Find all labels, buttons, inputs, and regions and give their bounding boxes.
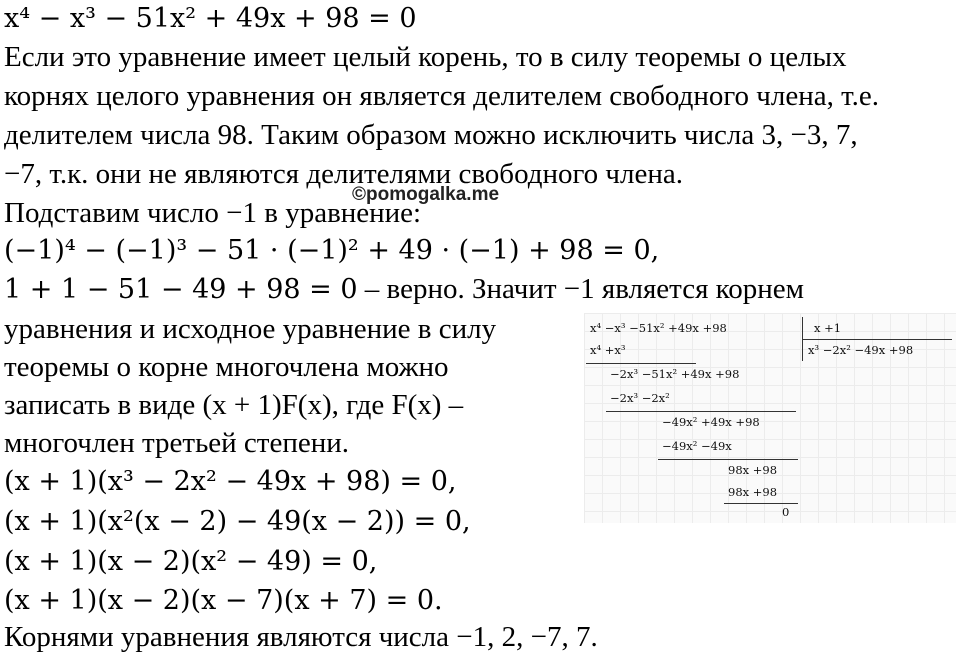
substitute-text: Подставим число −1 в уравнение: <box>4 197 422 229</box>
factor-line: (x + 1)(x − 2)(x² − 49) = 0, <box>4 546 378 577</box>
paragraph-line: −7, т.к. они не являются делителями свободного члена. <box>4 158 683 190</box>
check-line <box>4 270 804 309</box>
conclusion: Корнями уравнения являются числа −1, 2, −7, 7. <box>4 621 598 653</box>
factor-line: (x + 1)(x − 2)(x − 7)(x + 7) = 0. <box>4 585 443 616</box>
division-quotient: x³ −2x² −49x +98 <box>808 343 914 357</box>
division-step: −49x² −49x <box>662 439 732 453</box>
factor-line: (x + 1)(x²(x − 2) − 49(x − 2)) = 0, <box>4 506 471 537</box>
paragraph-line: записать в виде (x + 1)F(x), где F(x) – <box>4 389 464 421</box>
watermark: ©pomogalka.me <box>352 184 500 205</box>
paragraph-line: уравнения и исходное уравнение в силу <box>4 313 497 345</box>
division-step: −2x³ −2x² <box>610 391 670 405</box>
division-step: −2x³ −51x² +49x +98 <box>610 367 740 381</box>
factor-line: (x + 1)(x³ − 2x² − 49x + 98) = 0, <box>4 466 457 497</box>
paragraph-line: Если это уравнение имеет целый корень, то в силу теоремы о целых <box>4 41 847 73</box>
substitution-equation: (−1)⁴ − (−1)³ − 51 · (−1)² + 49 · (−1) + 98 = 0, <box>4 235 660 266</box>
paragraph-line: корнях целого уравнения он является делителем свободного члена, т.е. <box>4 80 879 112</box>
division-divisor: x +1 <box>814 321 842 335</box>
equation: x⁴ − x³ − 51x² + 49x + 98 = 0 <box>4 3 417 34</box>
division-dividend: x⁴ −x³ −51x² +49x +98 <box>590 321 727 335</box>
paragraph-line: многочлен третьей степени. <box>4 427 350 459</box>
check-math: 1 + 1 − 51 − 49 + 98 = 0 <box>4 274 358 305</box>
division-step: x⁴ +x³ <box>590 343 626 357</box>
division-remainder: 0 <box>782 505 790 519</box>
division-step: 98x +98 <box>728 485 778 499</box>
long-division-figure <box>584 313 956 523</box>
division-step: 98x +98 <box>728 463 778 477</box>
paragraph-line: теоремы о корне многочлена можно <box>4 351 449 383</box>
paragraph-line: делителем числа 98. Таким образом можно исключить числа 3, −3, 7, <box>4 119 858 151</box>
division-step: −49x² +49x +98 <box>662 415 760 429</box>
check-text: – верно. Значит −1 является корнем <box>357 273 805 305</box>
